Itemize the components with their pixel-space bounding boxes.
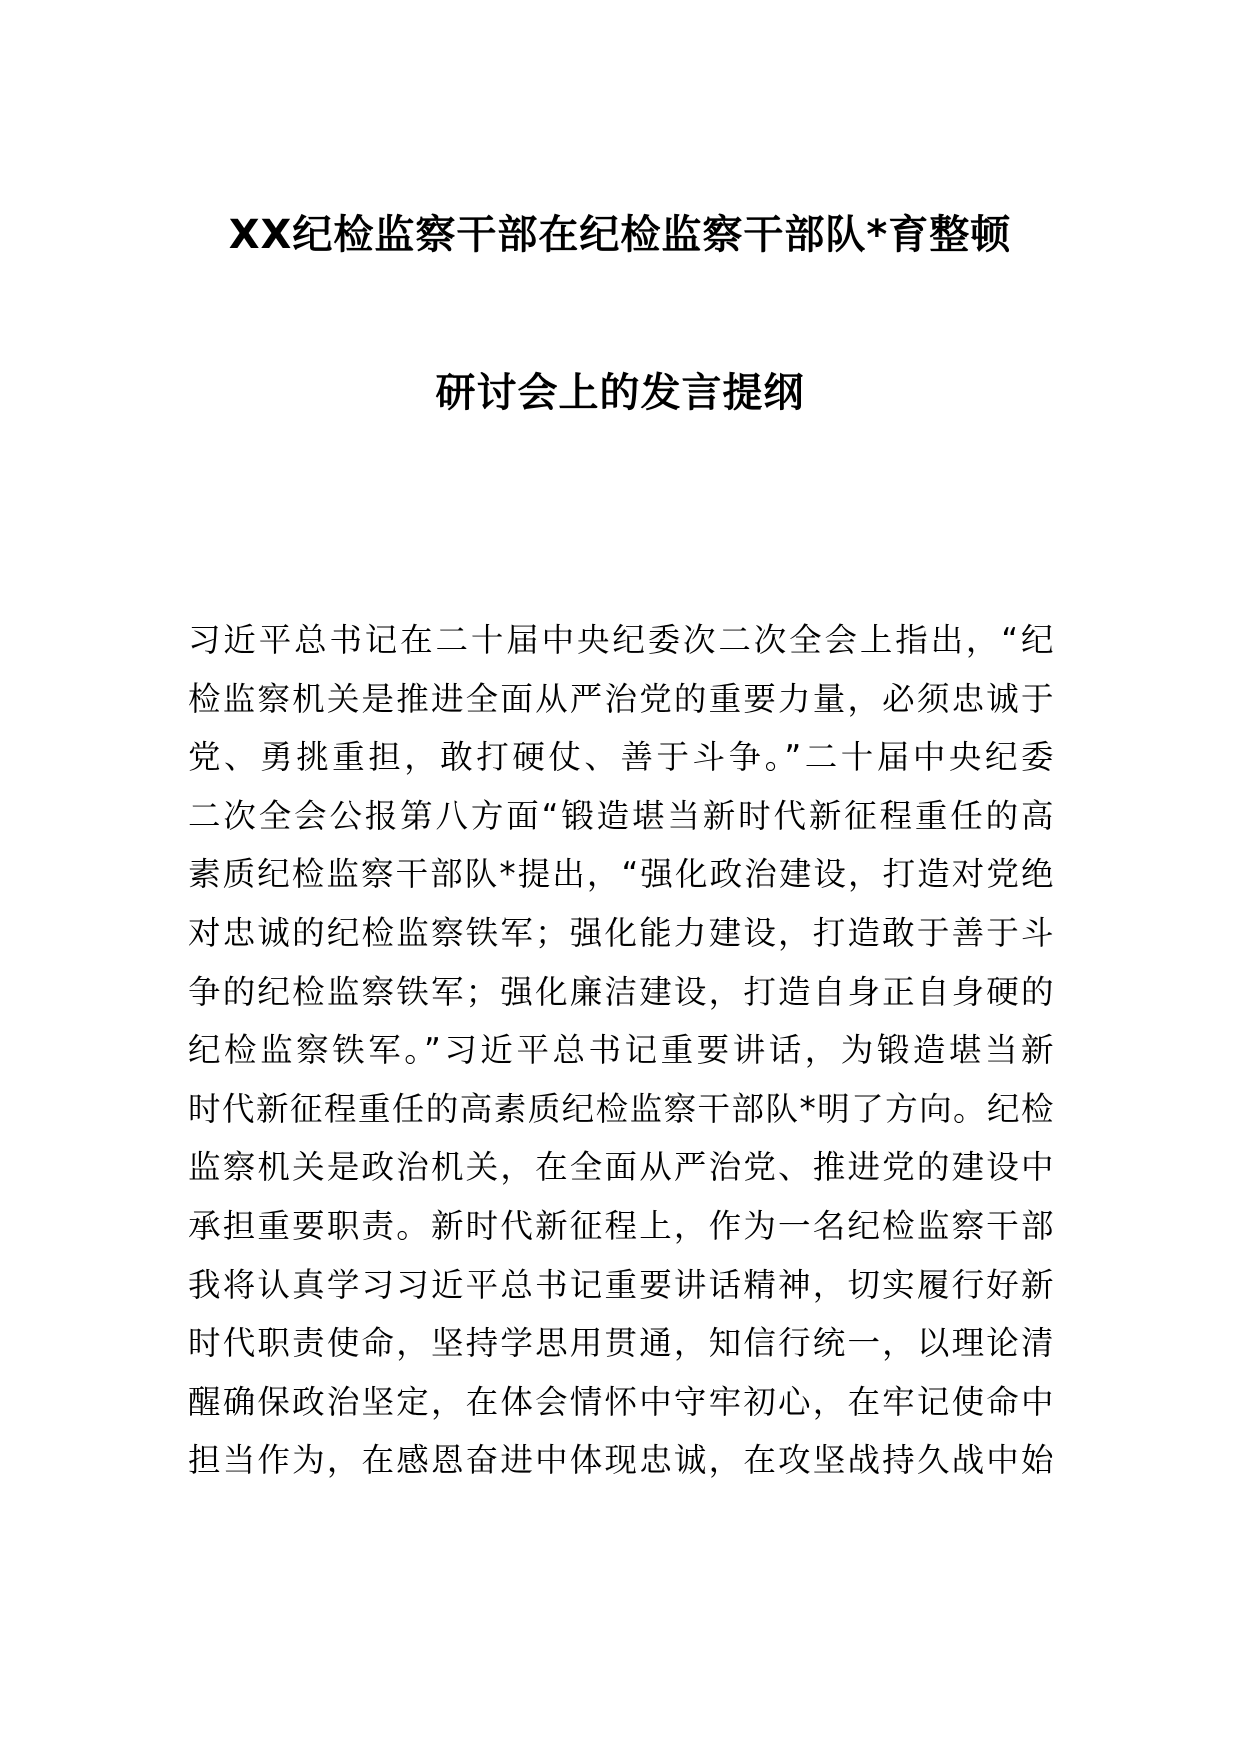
body-line: 纪检监察铁军。”习近平总书记重要讲话，为锻造堪当新: [188, 1031, 1054, 1070]
body-line: 承担重要职责。新时代新征程上，作为一名纪检监察干部: [188, 1206, 1054, 1245]
body-line: 检监察机关是推进全面从严治党的重要力量，必须忠诚于: [188, 679, 1054, 718]
body-line: 时代职责使命，坚持学思用贯通，知信行统一，以理论清: [188, 1324, 1054, 1363]
body-line: 素质纪检监察干部队*提出，“强化政治建设，打造对党绝: [188, 855, 1054, 894]
body-line: 监察机关是政治机关，在全面从严治党、推进党的建设中: [188, 1148, 1054, 1187]
document-body: [188, 611, 1054, 1490]
body-line: 我将认真学习习近平总书记重要讲话精神，切实履行好新: [188, 1265, 1054, 1304]
body-line: 争的纪检监察铁军；强化廉洁建设，打造自身正自身硬的: [188, 972, 1054, 1011]
body-line: 习近平总书记在二十届中央纪委次二次全会上指出，“纪: [188, 621, 1054, 659]
body-line: 醒确保政治坚定，在体会情怀中守牢初心，在牢记使命中: [188, 1382, 1054, 1421]
body-line: 二次全会公报第八方面“锻造堪当新时代新征程重任的高: [188, 796, 1054, 835]
body-line: 担当作为，在感恩奋进中体现忠诚，在攻坚战持久战中始: [188, 1441, 1054, 1480]
body-line: 党、勇挑重担，敢打硬仗、善于斗争。”二十届中央纪委: [188, 738, 1054, 777]
body-line: 对忠诚的纪检监察铁军；强化能力建设，打造敢于善于斗: [188, 913, 1054, 952]
body-line: 时代新征程重任的高素质纪检监察干部队*明了方向。纪检: [188, 1089, 1054, 1128]
document-title-line-1: XX纪检监察干部在纪检监察干部队*育整顿: [228, 212, 1012, 258]
document-title-line-2: 研讨会上的发言提纲: [435, 370, 805, 416]
